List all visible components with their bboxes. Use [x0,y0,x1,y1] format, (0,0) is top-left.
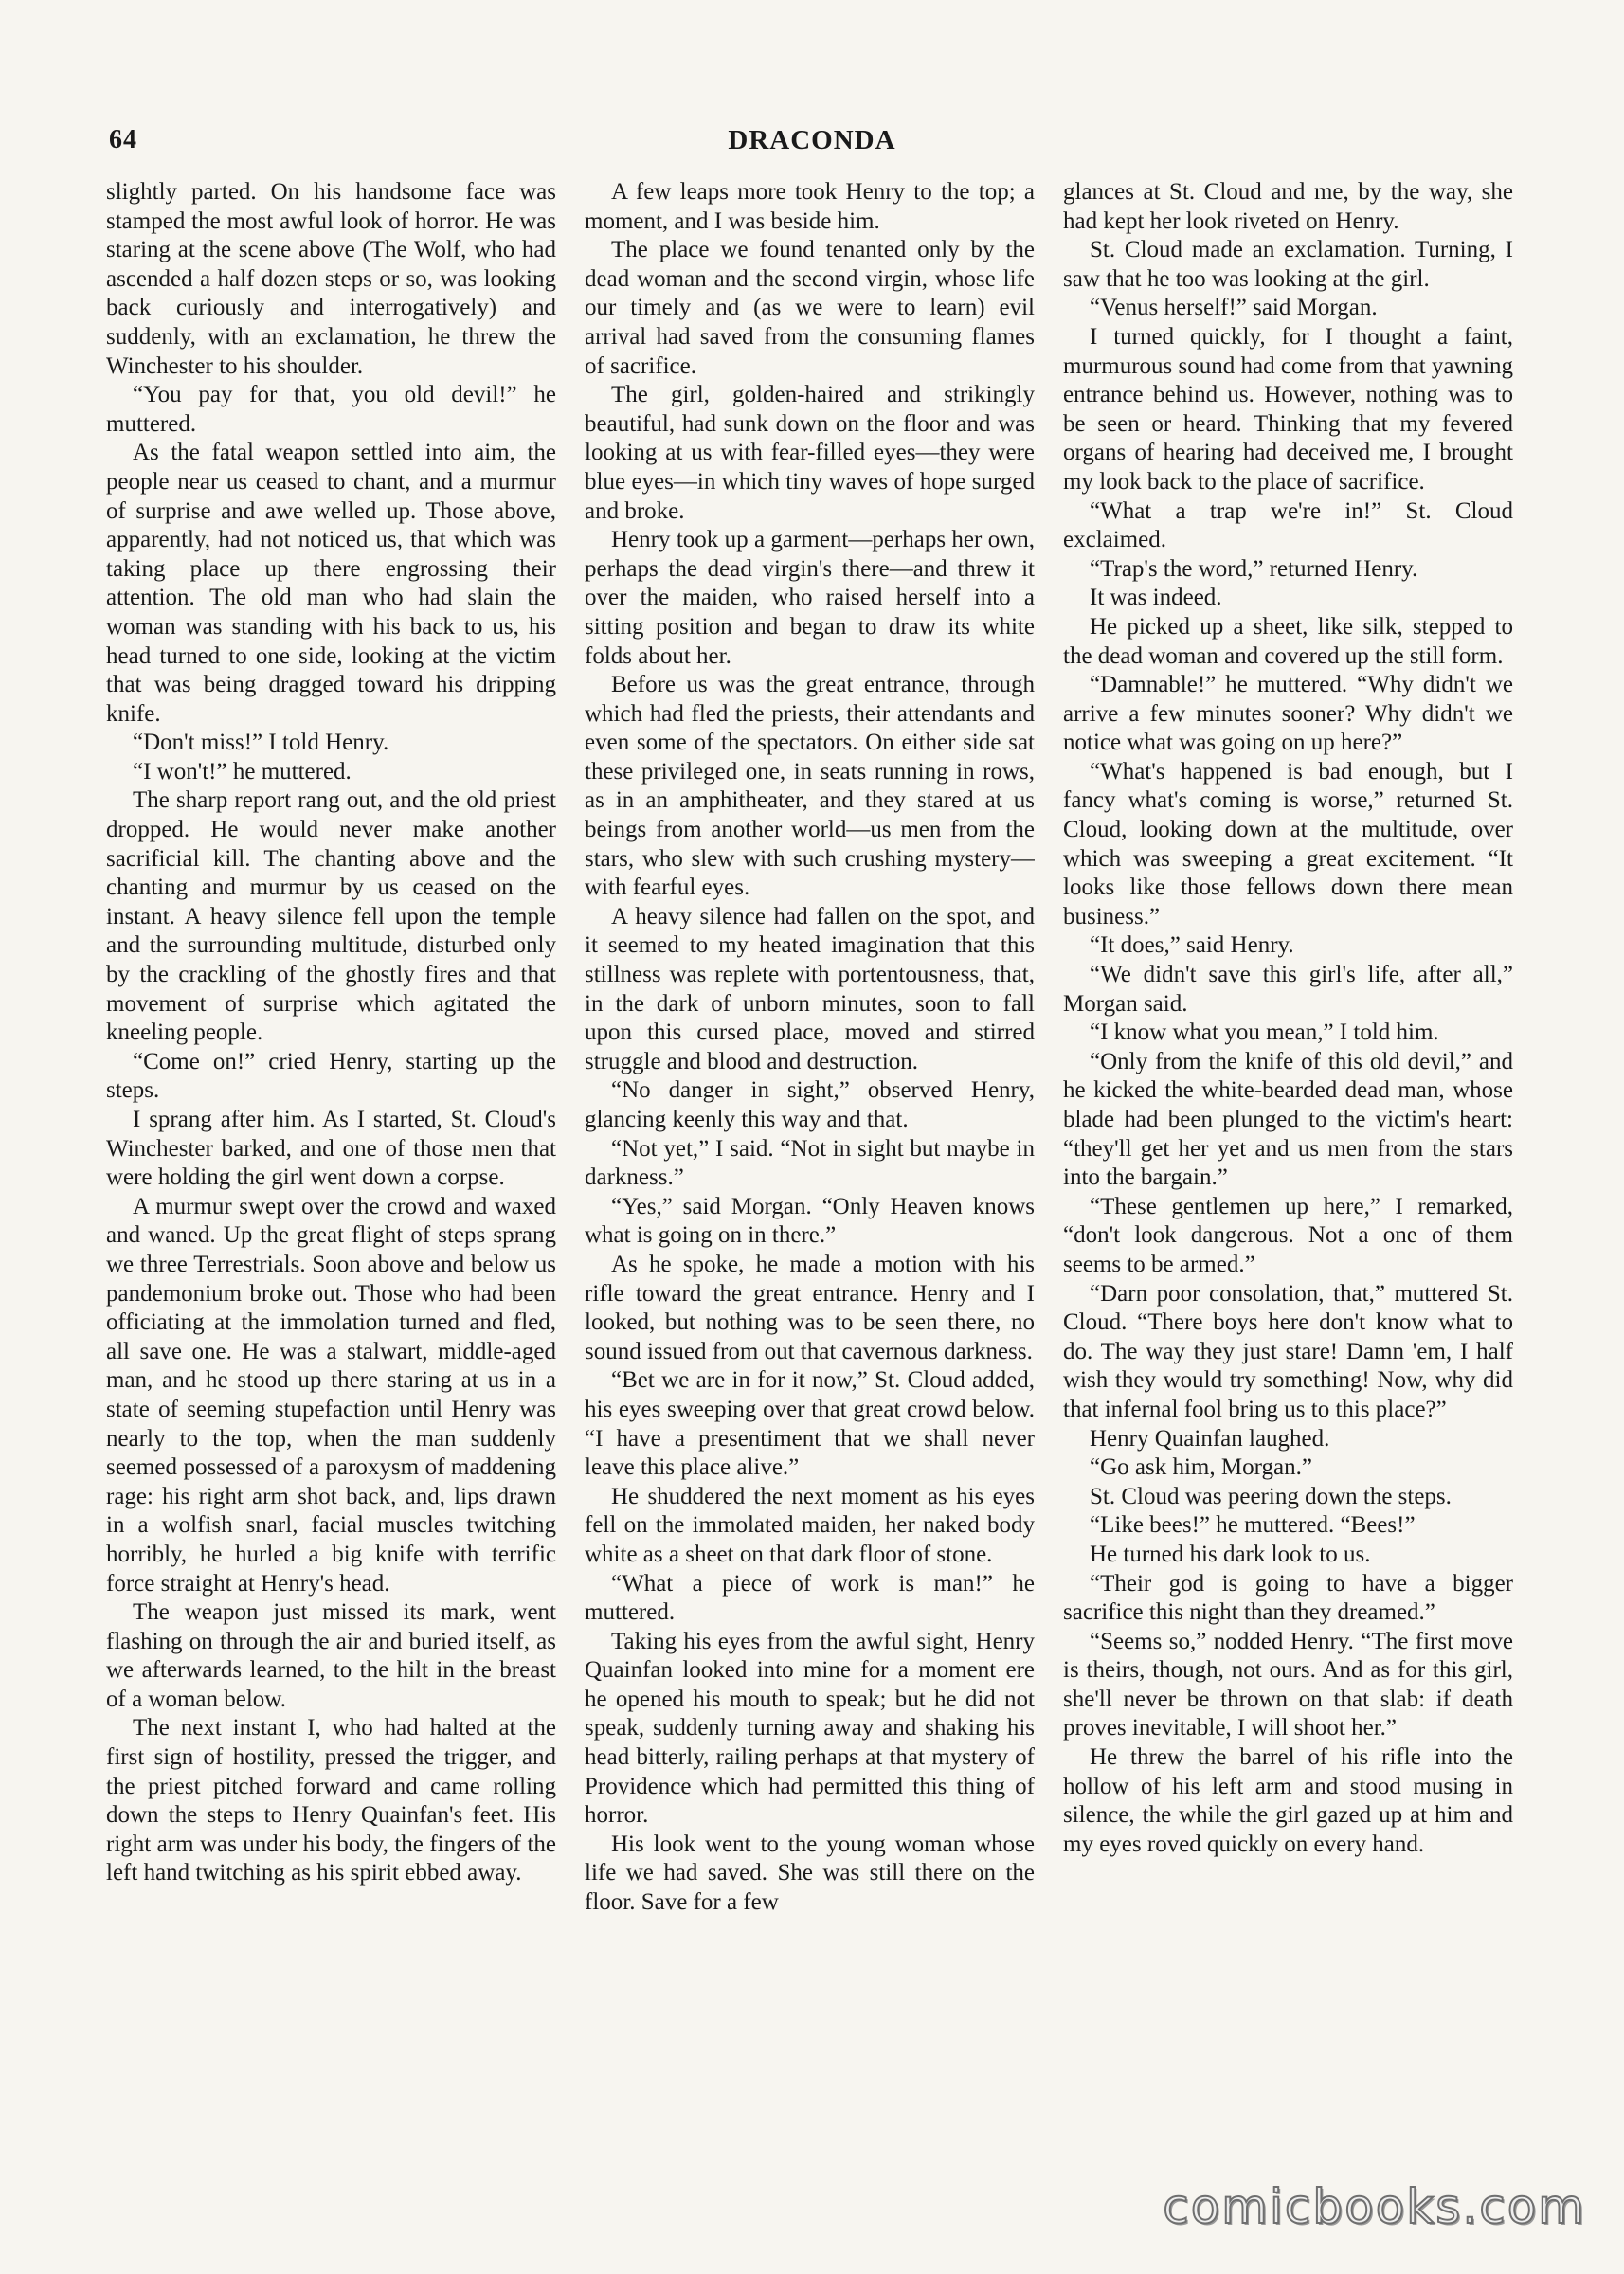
paragraph: A murmur swept over the crowd and waxed and waned. Up the great flight of steps sprang we three Terrestrials. Soon above and below us pandemonium broke out. Those who had been officiating at the immolation turned and fled, all save one. He was a stalwart, middle-aged man, and he stood up there staring at us in a state of seeming stupefaction until Henry was nearly to the top, when the man suddenly seemed possessed of a paroxysm of maddening rage: his right arm shot back, and, lips drawn in a wolfish snarl, facial muscles twitching horribly, he hurled a big knife with terrific force straight at Henry's head. [106,1193,556,1597]
paragraph: The weapon just missed its mark, went flashing on through the air and buried itself, as we afterwards learned, to the hilt in the breast of a woman below. [106,1599,556,1712]
paragraph: I sprang after him. As I started, St. Cloud's Winchester barked, and one of those men that were holding the girl went down a corpse. [106,1107,556,1191]
text-column-1 [106,178,556,2149]
paragraph: glances at St. Cloud and me, by the way, she had kept her look riveted on Henry. [1063,179,1513,234]
site-watermark: comicbooks.com [1163,2179,1586,2234]
paragraph: “I won't!” he muttered. [133,758,352,785]
paragraph: “It does,” said Henry. [1090,932,1294,959]
page-number: 64 [109,125,137,154]
page-header [0,121,1624,159]
paragraph: “I know what you mean,” I told him. [1090,1020,1439,1046]
paragraph: “Their god is going to have a bigger sacrifice this night than they dreamed.” [1063,1570,1513,1626]
paragraph: He turned his dark look to us. [1090,1541,1371,1567]
paragraph: As the fatal weapon settled into aim, the people near us ceased to chant, and a murmur of surprise and awe welled up. Those above, apparently, had not noticed us, that which was taking place up there engrossing their attention. The old man who had slain the woman was standing with his back to us, his head turned to one side, looking at the victim that was being dragged toward his dripping knife. [106,440,556,727]
paragraph: Before us was the great entrance, through which had fled the priests, their attendants and even some of the spectators. On either side sat these privileged one, in seats running in rows, as in an amphitheater, and they stared at us beings from another world—us men from the stars, who slew with such crushing mystery—with fearful eyes. [585,672,1035,901]
paragraph: “Don't miss!” I told Henry. [133,730,389,756]
paragraph: “What a trap we're in!” St. Cloud exclaimed. [1063,497,1513,553]
paragraph: “Darn poor consolation, that,” muttered St. Cloud. “There boys here don't know what to do. The way they just stare! Damn 'em, I half wish they would try something! Now, why did that infernal fool bring us to this place?” [1063,1280,1513,1422]
paragraph: “Trap's the word,” returned Henry. [1090,555,1418,582]
paragraph: “Bet we are in for it now,” St. Cloud added, his eyes sweeping over that great crowd below. “I have a presentiment that we shall never leave this place alive.” [585,1367,1035,1481]
paragraph: slightly parted. On his handsome face was stamped the most awful look of horror. He was staring at the scene above (The Wolf, who had ascended a half dozen steps or so, was looking back curiously and interrogatively) and suddenly, with an exclamation, he threw the Winchester to his shoulder. [106,179,556,379]
paragraph: I turned quickly, for I thought a faint, murmurous sound had come from that yawning entrance behind us. However, nothing was to be seen or heard. Thinking that my fevered organs of hearing had deceived me, I brought my look back to the place of sacrifice. [1063,323,1513,495]
paragraph: “We didn't save this girl's life, after all,” Morgan said. [1063,962,1513,1017]
paragraph: The sharp report rang out, and the old priest dropped. He would never make another sacrificial kill. The chanting above and the chanting and murmur by us ceased on the instant. A heavy silence fell upon the temple and the surrounding multitude, disturbed only by the crackling of the ghostly fires and that movement of surprise which agitated the kneeling people. [106,787,556,1046]
paragraph: A few leaps more took Henry to the top; a moment, and I was beside him. [585,179,1035,234]
paragraph: He threw the barrel of his rifle into the hollow of his left arm and stood musing in silence, the while the girl gazed up at him and my eyes roved quickly on every hand. [1063,1744,1513,1857]
paragraph: The girl, golden-haired and strikingly beautiful, had sunk down on the floor and was looking at us with fear-filled eyes—they were blue eyes—in which tiny waves of hope surged and broke. [585,382,1035,524]
paragraph: “Damnable!” he muttered. “Why didn't we arrive a few minutes sooner? Why didn't we notice what was going on up here?” [1063,672,1513,756]
text-column-3 [1063,178,1513,2149]
paragraph: Henry Quainfan laughed. [1090,1425,1330,1452]
text-columns [106,178,1513,2149]
paragraph: “These gentlemen up here,” I remarked, “don't look dangerous. Not a one of them seems to be armed.” [1063,1193,1513,1277]
paragraph: “Not yet,” I said. “Not in sight but maybe in darkness.” [585,1135,1035,1191]
running-title: DRACONDA [728,125,896,155]
paragraph: “Seems so,” nodded Henry. “The first move is theirs, though, not ours. And as for this girl, she'll never be thrown on that slab: if death proves inevitable, I will shoot her.” [1063,1628,1513,1742]
paragraph: The next instant I, who had halted at the first sign of hostility, pressed the trigger, and the priest pitched forward and came rolling down the steps to Henry Quainfan's feet. His right arm was under his body, the fingers of the left hand twitching as his spirit ebbed away. [106,1715,556,1886]
text-column-2 [585,178,1035,2149]
paragraph: “What a piece of work is man!” he muttered. [585,1570,1035,1626]
paragraph: “Venus herself!” said Morgan. [1090,295,1378,321]
paragraph: “You pay for that, you old devil!” he muttered. [106,382,556,437]
paragraph: As he spoke, he made a motion with his rifle toward the great entrance. Henry and I looked, but nothing was to be seen there, no sound issued from out that cavernous darkness. [585,1251,1035,1364]
paragraph: St. Cloud was peering down the steps. [1090,1483,1452,1509]
paragraph: “Yes,” said Morgan. “Only Heaven knows what is going on in there.” [585,1193,1035,1249]
paragraph: “Like bees!” he muttered. “Bees!” [1090,1512,1416,1539]
paragraph: Taking his eyes from the awful sight, Henry Quainfan looked into mine for a moment ere he opened his mouth to speak; but he did not speak, suddenly turning away and shaking his head bitterly, railing perhaps at that mystery of Providence which had permitted this thing of horror. [585,1628,1035,1829]
paragraph: “What's happened is bad enough, but I fancy what's coming is worse,” returned St. Cloud, looking down at the multitude, over which was sweeping a great excitement. “It looks like those fellows down there mean business.” [1063,758,1513,929]
paragraph: “Go ask him, Morgan.” [1090,1454,1312,1481]
paragraph: “Come on!” cried Henry, starting up the steps. [106,1048,556,1104]
paragraph: His look went to the young woman whose life we had saved. She was still there on the floor. Save for a few [585,1831,1035,1916]
paragraph: He picked up a sheet, like silk, stepped to the dead woman and covered up the still form. [1063,613,1513,669]
paragraph: “No danger in sight,” observed Henry, glancing keenly this way and that. [585,1077,1035,1132]
paragraph: The place we found tenanted only by the dead woman and the second virgin, whose life our timely and (as we were to learn) evil arrival had saved from the consuming flames of sacrifice. [585,237,1035,379]
paragraph: A heavy silence had fallen on the spot, and it seemed to my heated imagination that this stillness was replete with portentousness, that, in the dark of unborn minutes, soon to fall upon this cursed place, moved and stirred struggle and blood and destruction. [585,903,1035,1074]
paragraph: St. Cloud made an exclamation. Turning, I saw that he too was looking at the girl. [1063,237,1513,292]
paragraph: Henry took up a garment—perhaps her own, perhaps the dead virgin's there—and threw it over the maiden, who raised herself into a sitting position and began to draw its white folds about her. [585,527,1035,669]
paragraph: “Only from the knife of this old devil,” and he kicked the white-bearded dead man, whose blade had been plunged to the victim's heart: “they'll get her yet and us men from the stars into the bargain.” [1063,1048,1513,1191]
paragraph: It was indeed. [1090,585,1222,611]
paragraph: He shuddered the next moment as his eyes fell on the immolated maiden, her naked body white as a sheet on that dark floor of stone. [585,1483,1035,1567]
